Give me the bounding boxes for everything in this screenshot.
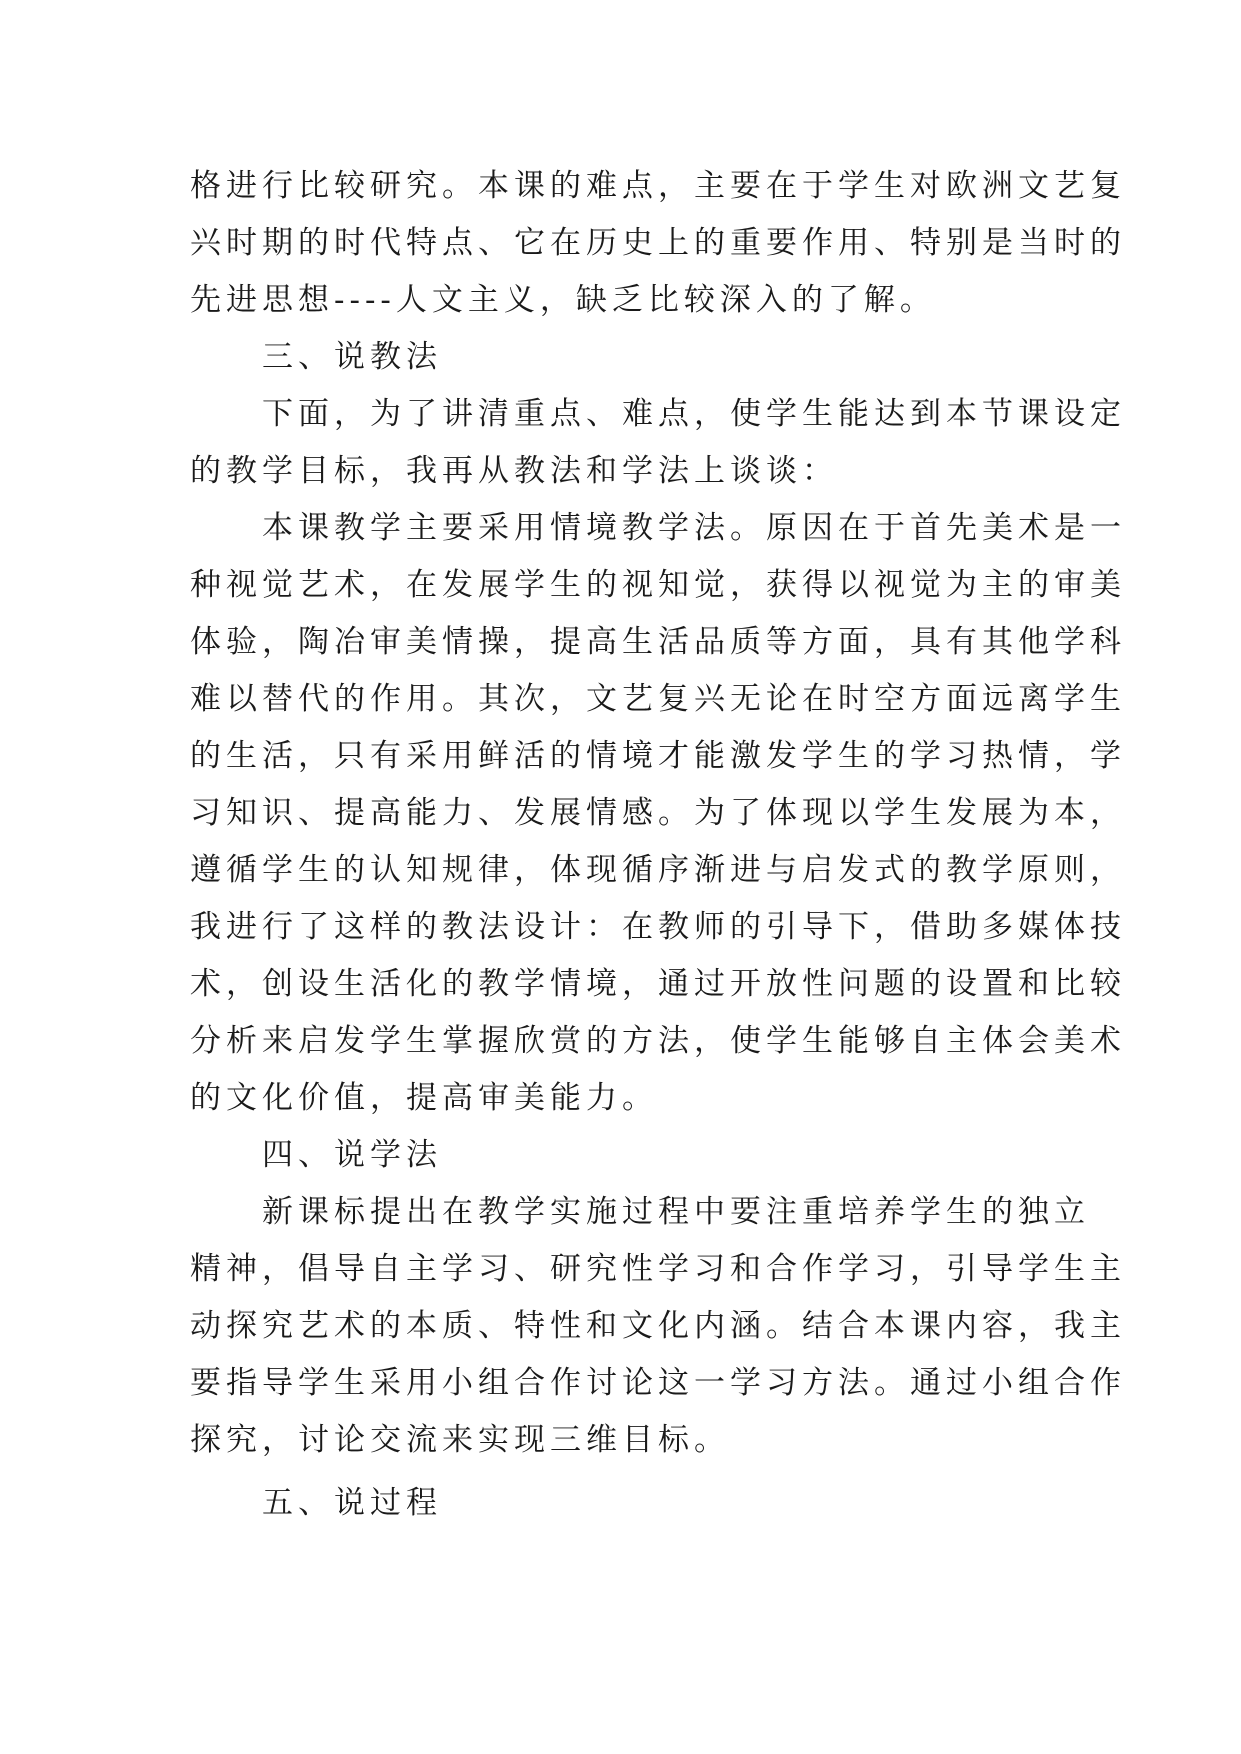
text-line: 先进思想----人文主义，缺乏比较深入的了解。 — [190, 282, 936, 318]
text-line: 分析来启发学生掌握欣赏的方法，使学生能够自主体会美术 — [190, 1023, 1126, 1059]
text-line: 探究，讨论交流来实现三维目标。 — [190, 1422, 730, 1458]
text-line: 的教学目标，我再从教法和学法上谈谈： — [190, 453, 838, 489]
text-line: 格进行比较研究。本课的难点，主要在于学生对欧洲文艺复 — [190, 168, 1126, 204]
text-line: 精神，倡导自主学习、研究性学习和合作学习，引导学生主 — [190, 1251, 1126, 1287]
text-line: 种视觉艺术，在发展学生的视知觉，获得以视觉为主的审美 — [190, 567, 1126, 603]
text-line: 习知识、提高能力、发展情感。为了体现以学生发展为本， — [190, 795, 1126, 831]
text-line: 我进行了这样的教法设计：在教师的引导下，借助多媒体技 — [190, 909, 1126, 945]
section-heading-teaching-method: 三、说教法 — [190, 339, 442, 375]
text-line: 难以替代的作用。其次，文艺复兴无论在时空方面远离学生 — [190, 681, 1126, 717]
text-line: 动探究艺术的本质、特性和文化内涵。结合本课内容，我主 — [190, 1308, 1126, 1344]
document-body — [190, 158, 1126, 1532]
text-line: 遵循学生的认知规律，体现循序渐进与启发式的教学原则， — [190, 852, 1126, 888]
text-line: 要指导学生采用小组合作讨论这一学习方法。通过小组合作 — [190, 1365, 1126, 1401]
text-line: 新课标提出在教学实施过程中要注重培养学生的独立 — [190, 1194, 1090, 1230]
text-line: 术，创设生活化的教学情境，通过开放性问题的设置和比较 — [190, 966, 1126, 1002]
section-heading-process: 五、说过程 — [190, 1485, 442, 1521]
text-line: 的生活，只有采用鲜活的情境才能激发学生的学习热情，学 — [190, 738, 1126, 774]
section-heading-learning-method: 四、说学法 — [190, 1137, 442, 1173]
text-line: 体验，陶冶审美情操，提高生活品质等方面，具有其他学科 — [190, 624, 1126, 660]
text-line: 本课教学主要采用情境教学法。原因在于首先美术是一 — [190, 510, 1126, 546]
text-line: 的文化价值，提高审美能力。 — [190, 1080, 658, 1116]
text-line: 下面，为了讲清重点、难点，使学生能达到本节课设定 — [190, 396, 1126, 432]
text-line: 兴时期的时代特点、它在历史上的重要作用、特别是当时的 — [190, 225, 1126, 261]
